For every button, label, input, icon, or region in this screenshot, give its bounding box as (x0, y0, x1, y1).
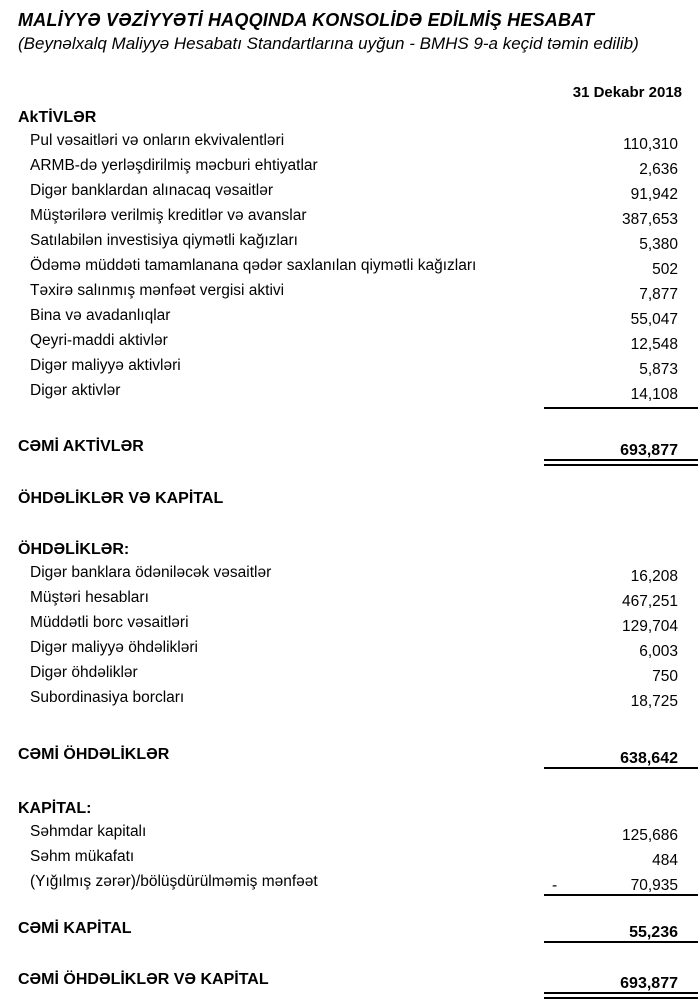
capital-row (18, 819, 698, 844)
page-title: MALİYYƏ VƏZİYYƏTİ HAQQINDA KONSOLİDƏ EDİLMİŞ HESABAT (18, 10, 595, 30)
single-rule (544, 407, 698, 409)
capital-section-heading: KAPİTAL: (18, 800, 92, 817)
asset-row (18, 153, 698, 178)
row-amount: 91,942 (630, 185, 678, 203)
row-label: Pul vəsaitləri və onların ekvivalentləri (30, 131, 285, 149)
row-amount: 55,047 (630, 310, 678, 328)
row-label: Digər maliyyə öhdəlikləri (30, 638, 198, 656)
double-rule (544, 459, 698, 466)
row-amount: 55,236 (629, 923, 678, 941)
row-amount: 6,003 (639, 642, 678, 660)
row-label: Digər banklara ödəniləcək vəsaitlər (30, 563, 272, 581)
row-amount: 5,380 (639, 235, 678, 253)
assets-subtotal-rule-row (18, 407, 698, 409)
liability-row (18, 685, 698, 710)
row-label: ARMB-də yerləşdirilmiş məcburi ehtiyatlar (30, 156, 318, 174)
row-label: Bina və avadanlıqlar (30, 306, 171, 324)
row-amount: 14,108 (630, 385, 678, 403)
row-label: Digər aktivlər (30, 381, 121, 399)
liabilities-section-heading: ÖHDƏLİKLƏR: (18, 541, 130, 558)
asset-row (18, 328, 698, 353)
page-subtitle: (Beynəlxalq Maliyyə Hesabatı Standartlarına uyğun - BMHS 9-a keçid təmin edilib) (18, 34, 639, 53)
assets-section-heading: AkTİVLƏR (18, 109, 97, 126)
row-amount: 484 (652, 851, 678, 869)
asset-row (18, 278, 698, 303)
liability-row (18, 635, 698, 660)
double-rule (544, 992, 698, 999)
capital-row (18, 844, 698, 869)
row-label: Digər öhdəliklər (30, 663, 138, 681)
row-label: Subordinasiya borcları (30, 688, 185, 706)
row-label: Müştəri hesabları (30, 588, 149, 606)
row-amount: 5,873 (639, 360, 678, 378)
row-label: Satılabilən investisiya qiymətli kağızları (30, 231, 298, 249)
column-header-row (18, 84, 698, 102)
row-label: Digər banklardan alınacaq vəsaitlər (30, 181, 273, 199)
row-amount: 110,310 (623, 135, 678, 153)
grand-total-row (18, 967, 698, 992)
liability-row (18, 585, 698, 610)
row-label: Müştərilərə verilmiş kreditlər və avanslar (30, 206, 307, 224)
row-amount: 502 (652, 260, 678, 278)
liability-row (18, 660, 698, 685)
total-capital-rule-row (18, 941, 698, 943)
total-capital-row (18, 916, 698, 941)
total-liabilities-rule-row (18, 767, 698, 769)
row-label: Səhm mükafatı (30, 847, 135, 865)
row-amount: 125,686 (621, 826, 678, 844)
row-label: CƏMİ AKTİVLƏR (18, 437, 144, 455)
asset-row (18, 203, 698, 228)
row-amount: 693,877 (620, 441, 678, 459)
liability-row (18, 560, 698, 585)
row-amount: 467,251 (621, 592, 678, 610)
row-label: CƏMİ ÖHDƏLİKLƏR VƏ KAPİTAL (18, 970, 269, 988)
row-label: CƏMİ KAPİTAL (18, 919, 132, 937)
asset-row (18, 353, 698, 378)
column-header-date: 31 Dekabr 2018 (572, 84, 682, 101)
row-amount: 129,704 (621, 617, 678, 635)
asset-row (18, 378, 698, 403)
row-label: Müddətli borc vəsaitləri (30, 613, 189, 631)
row-amount: 7,877 (639, 285, 678, 303)
row-label: (Yığılmış zərər)/bölüşdürülməmiş mənfəət (30, 872, 318, 890)
liabilities-and-capital-heading: ÖHDƏLİKLƏR VƏ KAPİTAL (18, 490, 224, 507)
row-label: Qeyri-maddi aktivlər (30, 331, 168, 349)
asset-row (18, 253, 698, 278)
row-label: CƏMİ ÖHDƏLİKLƏR (18, 745, 170, 763)
total-liabilities-row (18, 742, 698, 767)
row-label: Səhmdar kapitalı (30, 822, 147, 840)
row-amount: 2,636 (639, 160, 678, 178)
row-amount: 750 (652, 667, 678, 685)
asset-row (18, 178, 698, 203)
row-label: Digər maliyyə aktivləri (30, 356, 181, 374)
capital-row (18, 869, 698, 894)
grand-total-rule-row (18, 992, 698, 999)
row-label: Təxirə salınmış mənfəət vergisi aktivi (30, 281, 285, 299)
row-amount: - 70,935 (544, 873, 698, 891)
row-amount: 18,725 (630, 692, 678, 710)
row-amount: 387,653 (621, 210, 678, 228)
row-amount: 693,877 (620, 974, 678, 992)
capital-subtotal-rule-row (18, 894, 698, 896)
asset-row (18, 128, 698, 153)
negative-sign: - (552, 876, 558, 894)
asset-row (18, 303, 698, 328)
row-label: Ödəmə müddəti tamamlanana qədər saxlanılan qiymətli kağızları (30, 256, 477, 274)
row-amount: 16,208 (630, 567, 678, 585)
total-assets-rule-row (18, 459, 698, 466)
total-assets-row (18, 434, 698, 459)
row-amount: 12,548 (630, 335, 678, 353)
asset-row (18, 228, 698, 253)
row-amount: 638,642 (620, 749, 678, 767)
liability-row (18, 610, 698, 635)
